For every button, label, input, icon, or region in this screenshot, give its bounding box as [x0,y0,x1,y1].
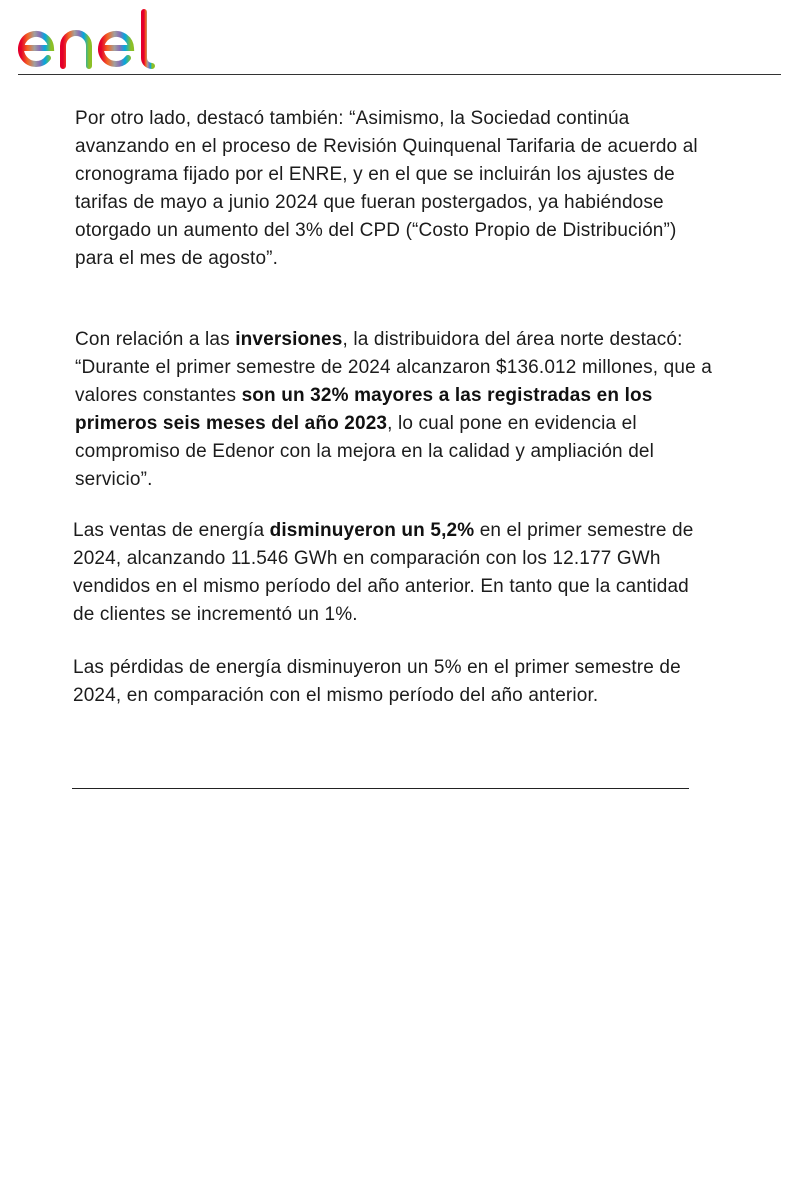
paragraph-text: Las pérdidas de energía disminuyeron un 5% en el primer semestre de 2024, en comparación con el mismo período del año anterior. [73,657,681,706]
paragraph-perdidas [73,654,713,710]
paragraph-text: Con relación a las [75,329,236,350]
paragraph-rqt [75,105,715,273]
bold-highlight: disminuyeron un 5,2% [269,520,475,541]
bold-highlight: son un 32% mayores a las registradas en los primeros seis meses del año 2023 [75,385,653,434]
paragraph-text: , lo cual pone en evidencia el compromiso de Edenor con la mejora en la calidad y ampliación del servicio”. [75,413,654,490]
paragraph-text: , la distribuidora del área norte destacó: “Durante el primer semestre de 2024 alcanzaron $136.012 millones, que a valores constantes [75,329,712,406]
paragraph-ventas [73,517,713,629]
bold-inversiones: inversiones [235,329,343,350]
paragraph-text: Las ventas de energía [73,520,270,541]
header-divider [18,74,781,75]
footer-divider [72,788,689,789]
paragraph-text: en el primer semestre de 2024, alcanzando 11.546 GWh en comparación con los 12.177 GWh vendidos en el mismo período del año anterior. En tanto que la cantidad de clientes se incrementó un 1%. [73,520,694,625]
page-header [18,0,781,76]
enel-logo [18,8,178,70]
paragraph-inversiones [75,326,715,494]
paragraph-text: Por otro lado, destacó también: “Asimismo, la Sociedad continúa avanzando en el proceso de Revisión Quinquenal Tarifaria de acuerdo al cronograma fijado por el ENRE, y en el que se incluirán los ajustes de tarifas de mayo a junio 2024 que fueran postergados, ya habiéndose otorgado un aumento del 3% del CPD (“Costo Propio de Distribución”) para el mes de agosto”. [75,108,698,269]
